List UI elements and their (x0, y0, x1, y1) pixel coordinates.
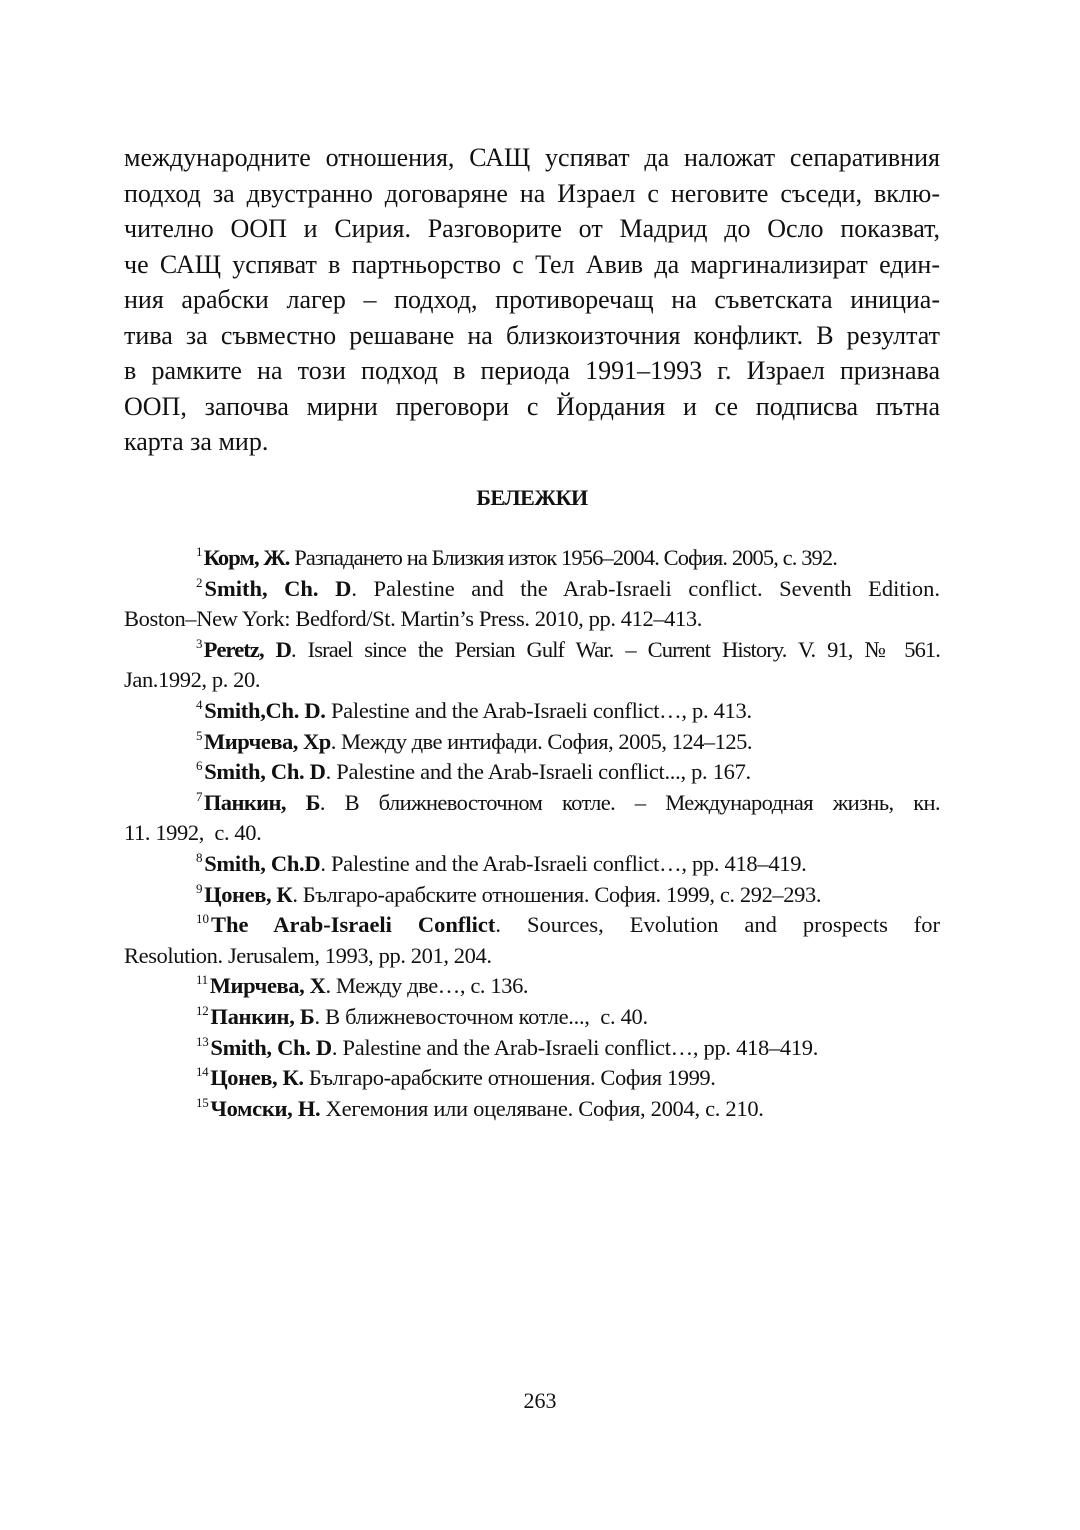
footnote-number: 2 (196, 574, 203, 590)
footnote-number: 11 (196, 972, 208, 988)
body-line: чително ООП и Сирия. Разговорите от Мадрид до Осло показват, (124, 214, 940, 243)
body-line: че САЩ успяват в партньорство с Тел Авив да маргинализират един- (124, 249, 940, 279)
footnote-author: Smith, Ch. D (204, 759, 326, 785)
footnote-line: Jan.1992, p. 20. (124, 667, 261, 693)
footnote-text: . Palestine and the Arab-Israeli conflict…, pp. 418–419. (320, 850, 807, 876)
footnote-line (124, 788, 940, 819)
footnote-author: Smith,Ch. D. (204, 697, 326, 723)
footnote-author: Цонев, К (204, 881, 293, 907)
footnote (124, 574, 940, 635)
footnote-line (124, 1002, 940, 1033)
footnote-line (124, 849, 940, 880)
footnote-author: Smith, Ch. D (204, 575, 352, 601)
footnote (124, 971, 940, 1002)
footnote-author: Мирчева, Х (209, 973, 326, 999)
footnote-line (124, 696, 940, 727)
footnote-line: Boston–New York: Bedford/St. Martin’s Press. 2010, pp. 412–413. (124, 606, 702, 632)
footnote-line (124, 910, 940, 941)
footnote-author: Smith, Ch.D (204, 850, 321, 876)
footnote-text: Хегемония или оцеляване. София, 2004, с. 210. (320, 1095, 764, 1121)
footnotes-list (124, 543, 940, 1124)
footnote (124, 1094, 940, 1125)
footnote-author: The Arab-Israeli Conflict (211, 912, 496, 938)
footnote (124, 880, 940, 911)
footnote-line (124, 1063, 940, 1094)
footnote-text: Разпадането на Близкия изток 1956–2004. София. 2005, с. 392. (289, 545, 837, 570)
footnote-author: Мирчева, Хр (204, 728, 331, 754)
footnote (124, 1063, 940, 1094)
footnote-text: . Palestine and the Arab-Israeli conflict. Seventh Edition. (351, 575, 940, 601)
body-line: ния арабски лагер – подход, противоречащ на съветската инициа- (124, 285, 940, 314)
footnote-number: 12 (196, 1002, 209, 1018)
footnote-line (124, 1094, 940, 1125)
footnote-text: . Между две интифади. София, 2005, 124–125. (330, 728, 752, 754)
footnote-text: . В ближневосточном котле. – Международная жизнь, кн. (319, 789, 940, 815)
body-paragraph (124, 140, 940, 460)
footnote-author: Peretz, D (203, 636, 292, 662)
footnote-text: . Palestine and the Arab-Israeli conflict..., p. 167. (325, 759, 751, 785)
footnote-line (124, 574, 940, 605)
footnote-author: Smith, Ch. D (210, 1034, 332, 1060)
footnote-text: . Между две…, с. 136. (325, 973, 529, 999)
footnote-number: 8 (196, 849, 203, 865)
footnote (124, 1033, 940, 1064)
footnote-author: Чомски, Н. (210, 1095, 321, 1121)
footnote-number: 1 (196, 544, 202, 559)
footnote-number: 10 (196, 911, 209, 927)
footnote-number: 7 (196, 788, 202, 804)
footnote-line (124, 1033, 940, 1064)
footnote-author: Панкин, Б (210, 1003, 315, 1029)
footnote-text: . Israel since the Persian Gulf War. – Current History. V. 91, № 561. (291, 636, 940, 662)
footnote-number: 9 (196, 880, 203, 896)
footnote (124, 1002, 940, 1033)
footnote-number: 4 (196, 696, 203, 712)
footnote-text: . В ближневосточном котле..., с. 40. (314, 1003, 648, 1029)
body-line: тива за съвместно решаване на близкоизточния конфликт. В резултат (124, 320, 940, 350)
footnote-number: 15 (196, 1094, 209, 1110)
footnote (124, 910, 940, 971)
footnote-number: 14 (196, 1064, 209, 1080)
footnote-line (124, 727, 940, 758)
footnote-line (124, 757, 940, 788)
footnote-number: 3 (196, 635, 202, 651)
footnote-line (124, 880, 940, 911)
footnote-number: 5 (196, 727, 202, 743)
footnote (124, 543, 940, 574)
footnote-line (124, 635, 940, 666)
footnote-text: . Sources, Evolution and prospects for (495, 912, 941, 938)
footnote-text: . Българо-арабските отношения. София. 1999, с. 292–293. (292, 881, 822, 907)
page-content (124, 140, 941, 1121)
body-line: ООП, започва мирни преговори с Йордания и се подписва пътна (124, 391, 940, 421)
page-number: 263 (523, 1388, 557, 1413)
footnote-text: . Palestine and the Arab-Israeli conflict…, pp. 418–419. (331, 1034, 819, 1060)
footnote (124, 849, 940, 880)
footnote-line: Resolution. Jerusalem, 1993, pp. 201, 204. (124, 942, 492, 968)
footnote-line (124, 543, 940, 574)
footnote-text: Palestine and the Arab-Israeli conflict…, p. 413. (325, 697, 752, 723)
body-line: международните отношения, САЩ успяват да наложат сепаративния (124, 143, 940, 172)
footnote (124, 727, 940, 758)
footnote-author: Цонев, К. (210, 1065, 304, 1091)
footnote (124, 696, 940, 727)
footnote-line: 11. 1992, с. 40. (124, 820, 262, 846)
body-line: в рамките на този подход в периода 1991–1993 г. Израел признава (124, 356, 940, 385)
body-line: подход за двустранно договаряне на Израел с неговите съседи, вклю- (124, 178, 940, 208)
notes-heading: БЕЛЕЖКИ (476, 485, 588, 510)
footnote-text: Българо-арабските отношения. София 1999. (303, 1065, 716, 1091)
footnote (124, 788, 940, 849)
footnote (124, 757, 940, 788)
footnote (124, 635, 940, 696)
body-line: карта за мир. (124, 427, 269, 456)
footnote-author: Панкин, Б (203, 789, 320, 815)
footnote-number: 6 (196, 758, 203, 774)
footnote-author: Корм, Ж. (203, 545, 290, 570)
footnote-line (124, 971, 940, 1002)
footnote-number: 13 (196, 1033, 209, 1049)
